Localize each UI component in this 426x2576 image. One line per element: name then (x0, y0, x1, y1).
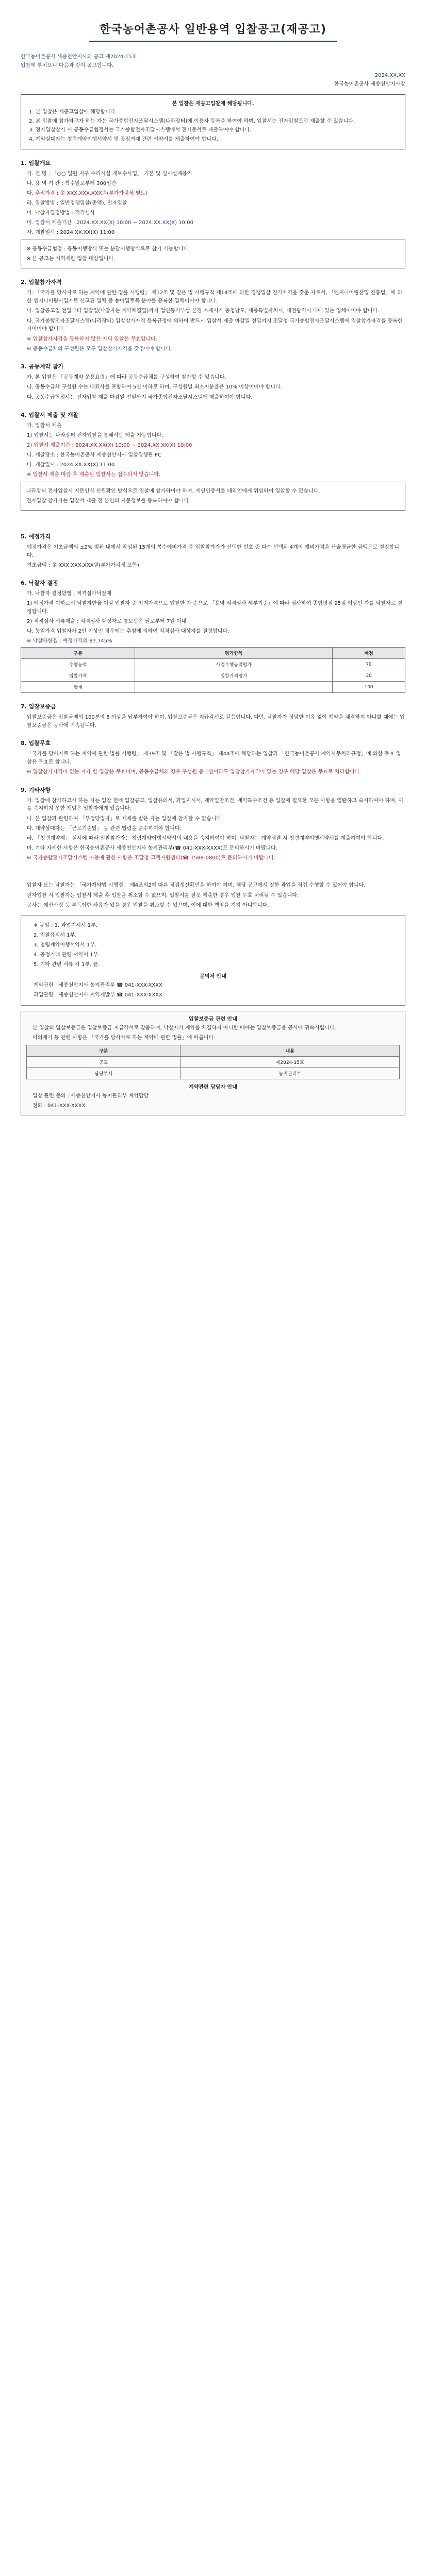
box-line: 전자입찰 참가자는 입찰서 제출 전 본인의 지문정보를 등록하여야 합니다. (26, 498, 191, 504)
contact-sub-line: 전화 : 041-XXX-XXXX (32, 1103, 86, 1109)
deposit-line: 본 입찰의 입찰보증금은 입찰보증금 지급각서로 갈음하며, 낙찰자가 계약을 체결하지 아니할 때에는 입찰보증금을 공사에 귀속시킵니다. (32, 1025, 336, 1031)
section-3 (21, 362, 405, 402)
table-header: 평가항목 (135, 648, 333, 659)
notice-item: 4. 계약상대자는 청렴계약이행서약서 및 공정거래 관련 서약서를 제출하여야 합니다. (36, 136, 399, 144)
table-header: 내용 (181, 1045, 400, 1056)
contact-sub-heading: 계약관련 담당자 안내 (189, 1084, 237, 1090)
section-line: 나. 입찰공고일 전일부터 입찰일(낙찰자는 계약체결일)까지 법인등기부상 본점 소재지가 충청남도, 세종특별자치시, 대전광역시 내에 있는 업체이어야 합니다. (27, 308, 380, 314)
section-line: 마. 낙찰자결정방법 : 적격심사 (27, 210, 95, 216)
table-cell: 100 (333, 682, 405, 693)
section-heading: 8. 입찰무효 (21, 740, 51, 747)
intro (21, 52, 405, 69)
section-6 (21, 579, 405, 693)
section-heading: 5. 예정가격 (21, 533, 51, 540)
attachment-item: 4. 공정거래 관련 서약서 1부. (34, 952, 100, 958)
attachments-box (21, 915, 405, 1006)
table-cell: 70 (333, 659, 405, 670)
page-title: 한국농어촌공사 일반용역 입찰공고(재공고) (89, 20, 337, 42)
table-row (21, 659, 405, 670)
section-line: 나. 본 입찰과 관련하여 「부정당업자」로 제재를 받은 자는 입찰에 참가할 수 없습니다. (27, 816, 223, 822)
attachment-item: ※ 붙임 : 1. 과업지시서 1부. (34, 922, 98, 928)
section-line: 다. 공동수급협정서는 전자입찰 제출 마감일 전일까지 국가종합전자조달시스템에 제출하여야 합니다. (27, 394, 253, 400)
notice-heading: 본 입찰은 재공고입찰에 해당됩니다. (172, 101, 254, 107)
section-8 (21, 739, 405, 776)
box-line: 나라장터 전자입찰시 지문인식 신원확인 방식으로 입찰에 참가하여야 하며, 개인인증서를 대리인에게 위임하여 입찰할 수 없습니다. (26, 488, 320, 494)
section-heading: 4. 입찰서 제출 및 개찰 (21, 412, 79, 418)
notice-box (21, 94, 405, 149)
section-line: 가. 「국가를 당사자로 하는 계약에 관한 법률 시행령」 제12조 및 같은 법 시행규칙 제14조에 의한 경쟁입찰 참가자격을 갖춘 자로서, 「엔지니어링산업 진흥법」에 의한 엔지니어링사업자로 신고된 업체 중 농어업토목 분야를 등록한 업체이어야 합니다. (27, 290, 402, 304)
section-1 (21, 159, 405, 268)
section-line: 나. 동일가격 입찰자가 2인 이상인 경우에는 추첨에 의하여 적격심사 대상자를 결정합니다. (27, 629, 230, 634)
attachment-item: 3. 청렴계약이행서약서 1부. (34, 942, 97, 948)
table-cell: 사업수행능력평가 (135, 659, 333, 670)
intro-line-2: 입찰에 부치오니 다음과 같이 공고합니다. (21, 63, 114, 69)
table-cell: 30 (333, 670, 405, 682)
intro-line-1: 한국농어촌공사 세종천안지사의 공고 제2024-15호 (21, 54, 137, 60)
table-header: 배점 (333, 648, 405, 659)
title-block (21, 0, 405, 42)
extra-section (21, 882, 405, 910)
section-line: 예정가격은 기초금액의 ±2% 범위 내에서 작성된 15개의 복수예비가격 중 입찰참가자가 선택한 번호 중 다수 선택된 4개의 예비가격을 산술평균한 금액으로 결정합니다. (27, 545, 399, 558)
section-4 (21, 411, 405, 511)
section-5 (21, 532, 405, 569)
section-line: 가. 입찰서 제출 (27, 423, 62, 429)
evaluation-table (21, 647, 405, 693)
table-cell (135, 682, 333, 693)
notice-item: 2. 본 입찰에 참가하고자 하는 자는 국가종합전자조달시스템(나라장터)에 이용자 등록을 하여야 하며, 입찰서는 전자입찰로만 제출할 수 있습니다. (36, 118, 399, 126)
section-heading: 2. 입찰참가자격 (21, 279, 62, 285)
section-line: ※ 입찰참가자격을 등록하지 않은 자의 입찰은 무효입니다. (27, 336, 157, 342)
table-row (27, 1067, 400, 1079)
section-line: 입찰보증금은 입찰금액의 100분의 5 이상을 납부하여야 하며, 입찰보증금은 지급각서로 갈음합니다. 다만, 낙찰자가 정당한 이유 없이 계약을 체결하지 아니할 때에는 입찰보증금은 공사에 귀속됩니다. (27, 715, 405, 728)
section-line: ※ 낙찰하한율 : 예정가격의 87.745% (27, 638, 112, 644)
section-line: 입찰자 또는 낙찰자는 「국가계약법 시행령」 제4조의2에 따른 직접생산확인을 하여야 하며, 해당 공고에서 정한 과업을 직접 수행할 수 있어야 합니다. (27, 883, 366, 888)
section-heading: 6. 낙찰자 결정 (21, 580, 58, 586)
section-heading: 3. 공동계약 참가 (21, 363, 64, 370)
section-line: 라. 「청렴계약제」 실시에 따라 입찰참가자는 청렴계약이행서약서의 내용을 숙지하여야 하며, 낙찰자는 계약체결 시 청렴계약이행서약서를 제출하여야 합니다. (27, 835, 384, 841)
deposit-line: 이의제기 등 관련 사항은 「국가를 당사자로 하는 계약에 관한 법률」에 따릅니다. (32, 1035, 216, 1041)
section-heading: 9. 기타사항 (21, 786, 51, 793)
box-line: ※ 본 공고는 지역제한 입찰 대상입니다. (26, 256, 116, 262)
table-cell: 수행능력 (21, 659, 135, 670)
table-cell: 입찰가격 (21, 670, 135, 682)
section-line: 가. 건 명 : 「○○ 일원 지구 수리시설 개보수사업」 기본 및 실시설계용역 (27, 171, 192, 177)
table-cell: 제2024-15호 (181, 1056, 400, 1067)
section-line: 2) 입찰서 제출기간 : 2024.XX.XX(X) 10:00 ~ 2024.XX.XX(X) 10:00 (27, 443, 192, 448)
section-line: 1) 예정가격 이하로서 낙찰하한율 이상 입찰자 중 최저가격으로 입찰한 자 순으로 「용역 적격심사 세부기준」에 따라 심사하여 종합평점 95점 이상인 자를 낙찰자로 결정합니다. (27, 601, 402, 615)
table-row (27, 1056, 400, 1067)
section-line: 다. 개찰일시 : 2024.XX.XX(X) 11:00 (27, 462, 115, 468)
section-line: 「국가를 당사자로 하는 계약에 관한 법률 시행령」 제39조 및 「같은 법 시행규칙」 제44조에 해당하는 입찰과 「한국농어촌공사 계약사무처리규정」에 의한 무효 입찰은 무효로 합니다. (27, 751, 401, 765)
section-9 (21, 786, 405, 862)
section-line: 마. 기타 자세한 사항은 한국농어촌공사 세종천안지사 농지관리부(☎ 041-XXX-XXXX)로 문의하시기 바랍니다. (27, 845, 277, 851)
section-line: ※ 입찰서 제출 마감 후 제출된 입찰서는 접수되지 않습니다. (27, 472, 161, 478)
section-line: 공사는 예산사정 등 부득이한 사유가 있을 경우 입찰을 취소할 수 있으며, 이에 대한 책임을 지지 아니합니다. (27, 903, 269, 908)
table-cell: 공고 (27, 1056, 181, 1067)
section-heading: 7. 입찰보증금 (21, 703, 56, 710)
contact-table (26, 1045, 400, 1079)
announcement-date: 2024.XX.XX (374, 73, 405, 78)
section-line: 사. 개찰일시 : 2024.XX.XX(X) 11:00 (27, 230, 115, 235)
contact-line: 계약관련 : 세종천안지사 농지관리부 ☎ 041-XXX-XXXX (34, 982, 162, 988)
section-7 (21, 702, 405, 730)
section-line: ※ 입찰참가자격이 없는 자가 한 입찰은 무효이며, 공동수급체의 경우 구성원 중 1인이라도 입찰참가자격이 없는 경우 해당 입찰은 무효로 처리합니다. (27, 769, 362, 775)
section-line: 가. 낙찰자 결정방법 : 적격심사낙찰제 (27, 591, 112, 597)
table-row (21, 682, 405, 693)
table-cell: 입찰가격평가 (135, 670, 333, 682)
section-2 (21, 278, 405, 353)
section-line: 다. 국가종합전자조달시스템(나라장터) 입찰참가자격 등록규정에 의하여 반드시 입찰서 제출 마감일 전일까지 조달청 국가종합전자조달시스템에 입찰참가자격을 등록한 자이어야 합니다. (27, 318, 403, 332)
info-box (21, 240, 405, 268)
contact-sub-line: 입찰 관련 문의 : 세종천안지사 농지관리부 계약담당 (32, 1093, 149, 1099)
section-line: 나. 용 역 기 간 : 착수일로부터 300일간 (27, 181, 117, 187)
table-row (21, 670, 405, 682)
section-line: 가. 본 입찰은 「공동계약 운용요령」에 따라 공동수급체를 구성하여 참가할 수 있습니다. (27, 374, 226, 380)
table-cell: 농지관리부 (181, 1067, 400, 1079)
deposit-box (21, 1011, 405, 1115)
section-line: 기초금액 : 金 XXX,XXX,XXX원(부가가치세 포함) (27, 563, 139, 568)
section-line: 다. 추정가격 : 金 XXX,XXX,XXX원(부가가치세 별도) (27, 191, 148, 196)
org-right: 한국농어촌공사 세종천안지사장 (334, 81, 405, 87)
table-cell: 합계 (21, 682, 135, 693)
section-line: 다. 계약상대자는 「근로기준법」 등 관련 법령을 준수하여야 합니다. (27, 825, 182, 832)
table-header: 구분 (21, 648, 135, 659)
section-line: 라. 입찰방법 : 일반경쟁입찰(총액), 전자입찰 (27, 200, 127, 206)
table-cell: 담당부서 (27, 1067, 181, 1079)
section-line: 나. 공동수급체 구성원 수는 대표사를 포함하여 5인 이하로 하며, 구성원별 최소지분율은 10% 이상이어야 합니다. (27, 384, 282, 390)
contact-line: 과업관련 : 세종천안지사 지역개발부 ☎ 041-XXX-XXXX (34, 992, 162, 998)
attachment-item: 5. 기타 관련 서류 각 1부. 끝. (34, 961, 100, 968)
section-line: 나. 개찰장소 : 한국농어촌공사 세종천안지사 입찰집행관 PC (27, 452, 161, 458)
deposit-heading: 입찰보증금 관련 안내 (189, 1016, 237, 1022)
table-header: 구분 (27, 1045, 181, 1056)
notice-item: 3. 전자입찰참가 시 공동수급협정서는 국가종합전자조달시스템에서 전자문서로 제출하여야 합니다. (36, 127, 399, 134)
section-line: 2) 적격심사 서류제출 : 적격심사 대상자로 통보받은 날로부터 7일 이내 (27, 619, 187, 624)
section-line: 1) 입찰서는 나라장터 전자입찰을 통해서만 제출 가능합니다. (27, 433, 163, 438)
section-line: 가. 입찰에 참가하고자 하는 자는 입찰 전에 입찰공고, 입찰유의서, 과업지시서, 계약일반조건, 계약특수조건 등 입찰에 필요한 모든 사항을 열람하고 숙지하여야 하며, 이를 숙지하지 못한 책임은 입찰자에게 있습니다. (27, 798, 403, 811)
section-line: 바. 입찰서 제출기간 : 2024.XX.XX(X) 10:00 ~ 2024.XX.XX(X) 10:00 (27, 220, 193, 226)
section-heading: 1. 입찰개요 (21, 160, 51, 166)
notice-item: 1. 본 입찰은 재공고입찰에 해당합니다. (36, 109, 399, 116)
section-line: ※ 공동수급체의 구성원은 모두 입찰참가자격을 갖추어야 합니다. (27, 346, 172, 352)
section-line: ※ 국가종합전자조달시스템 이용에 관한 사항은 조달청 고객지원센터(☎ 1588-0800)로 문의하시기 바랍니다. (27, 855, 276, 861)
box-line: ※ 공동수급협정 : 공동이행방식 또는 분담이행방식으로 참가 가능합니다. (26, 246, 190, 252)
attachment-item: 2. 입찰유의서 1부. (34, 932, 77, 938)
contact-heading: 문의처 안내 (200, 973, 226, 979)
info-box (21, 482, 405, 511)
section-line: 전자입찰 시 입찰자는 입찰서 제출 후 입찰을 취소할 수 없으며, 입찰서를 잘못 제출한 경우 입찰 무효 처리될 수 있습니다. (27, 892, 299, 899)
